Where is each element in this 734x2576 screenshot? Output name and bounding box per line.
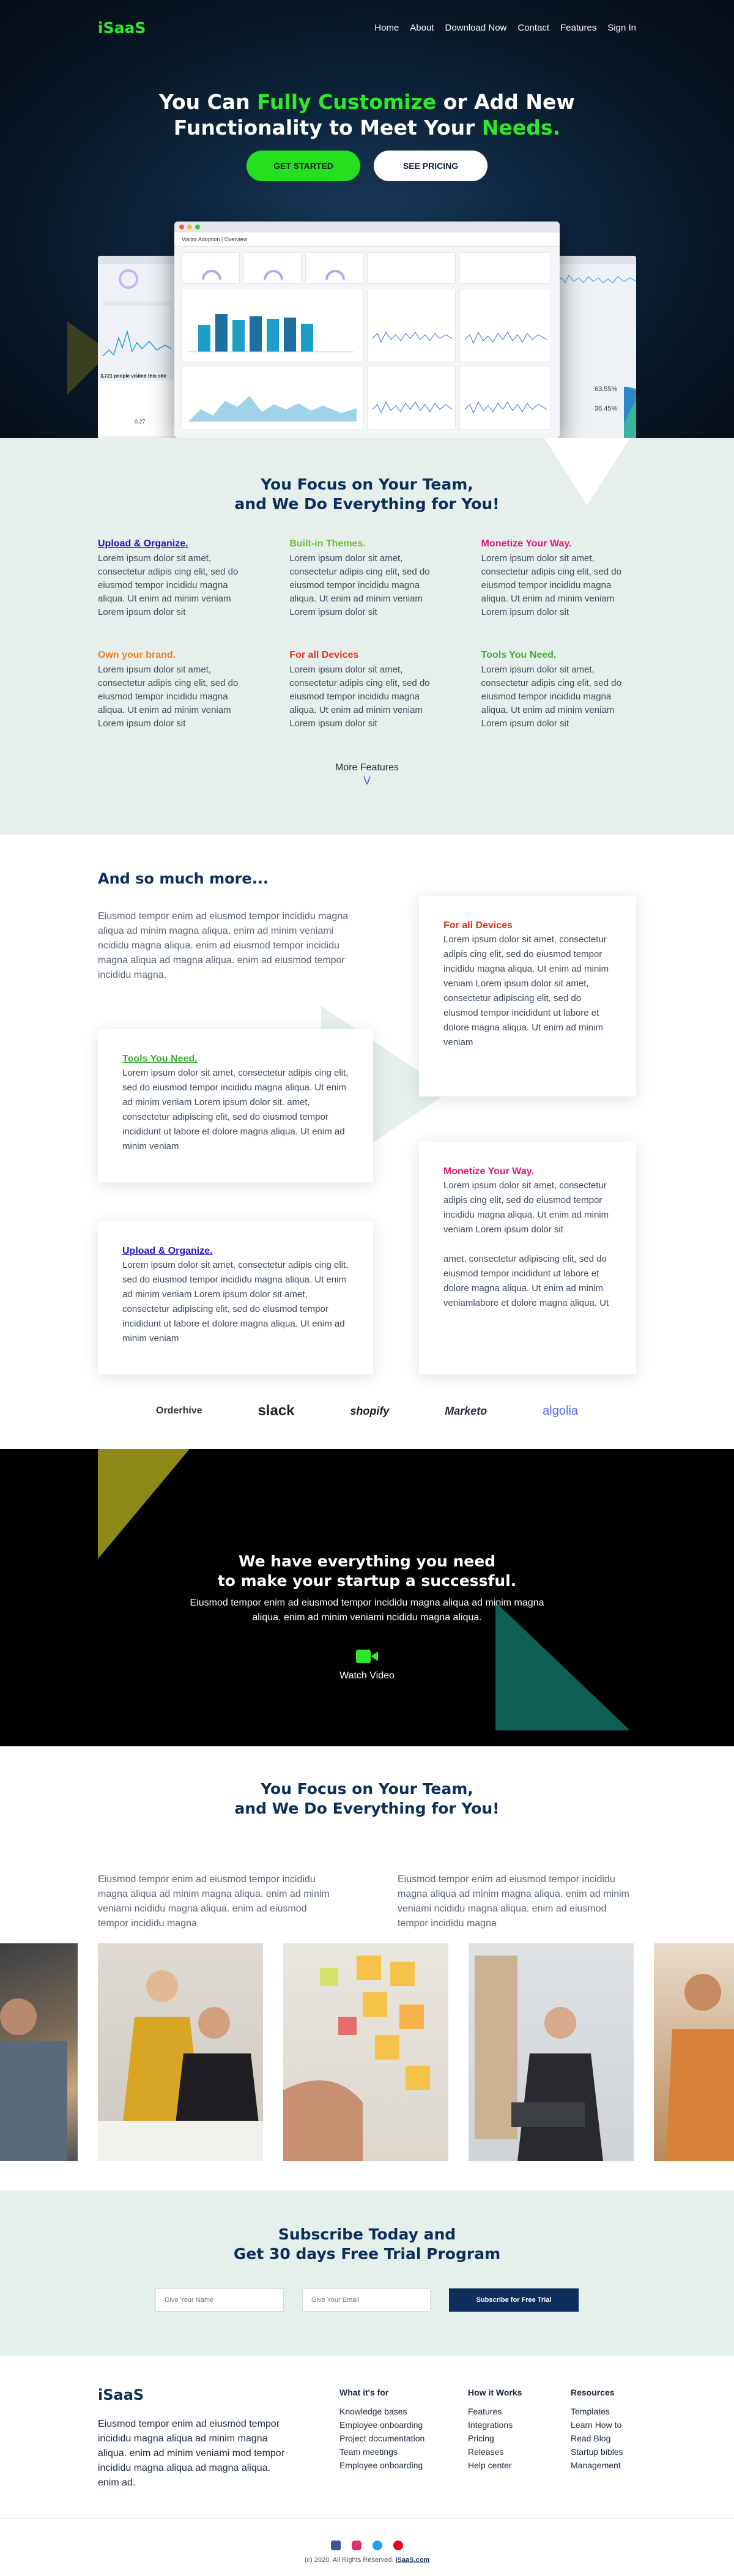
right-screenshot — [557, 256, 636, 438]
footer-link[interactable]: Startup bibles — [571, 2447, 623, 2457]
pie-percent-2: 36.45% — [595, 405, 618, 412]
subscribe-title — [0, 2191, 734, 2264]
top-nav — [98, 18, 636, 37]
footer-logo[interactable]: iSaaS — [98, 2386, 144, 2403]
card-text-2: amet, consectetur adipiscing elit, sed do eiusmod tempor incididunt ut labore et dolore magna aliqua. Ut enim ad minim veniamlabore et dolore magna aliqua. Ut — [443, 1254, 609, 1308]
footer-link[interactable]: Pricing — [468, 2433, 494, 2443]
copyright-text: (c) 2020. All Rights Reserved. — [304, 2556, 394, 2564]
dashboard-mockup — [174, 221, 560, 438]
footer-column-uses — [339, 2388, 424, 2472]
feature-title: Monetize Your Way. — [481, 538, 572, 549]
feature-title: Tools You Need. — [481, 650, 557, 660]
nav-home-link[interactable]: Home — [374, 22, 399, 33]
card-text: Lorem ipsum dolor sit amet, consectetur adipis cing elit, sed do eiusmod tempor incididu magna aliqua. Ut enim ad minim veniam Lorem ipsum dolor sit amet, consectetur adipiscing elit, sed do eiusmod tempor incididunt ut labore et dolore magna aliqua. Ut enim ad minim veniam — [443, 934, 609, 1048]
footer-description: Eiusmod tempor enim ad eiusmod tempor incididu magna aliqua ad minim magna aliqua. enim ad minim veniami mod tempor incididu magna aliqua ad magna aliqua. enim ad. — [98, 2419, 285, 2488]
line-chart-card — [459, 289, 551, 362]
footer-link[interactable]: Templates — [571, 2407, 610, 2416]
footer-link[interactable]: Read Blog — [571, 2433, 611, 2443]
footer-divider — [0, 2518, 734, 2519]
team-text-right: Eiusmod tempor enim ad eiusmod tempor incididu magna aliqua ad minim magna aliqua. enim ad minim veniami ncididu magna aliqua. enim ad eiusmod tempor incididu magna — [398, 1874, 629, 1929]
feature-monetize — [481, 538, 636, 619]
hero-headline-1c: or Add New — [436, 90, 575, 114]
left-screenshot-caption: 3,721 people visited this site — [100, 373, 167, 379]
feature-card-monetize — [419, 1142, 636, 1374]
nav-signin-link[interactable]: Sign In — [607, 22, 636, 33]
more-title: And so much more... — [98, 870, 269, 887]
card-title[interactable]: Tools You Need. — [122, 1054, 198, 1064]
hero-cta-row — [0, 151, 734, 181]
copyright — [0, 2556, 734, 2564]
hero-section — [0, 0, 734, 438]
team-title — [0, 1746, 734, 1818]
name-input[interactable] — [155, 2288, 284, 2312]
team-title-line2: and We Do Everything for You! — [234, 1800, 500, 1817]
feature-title: For all Devices — [289, 650, 359, 660]
footer-link[interactable]: Features — [468, 2407, 502, 2416]
card-text: Lorem ipsum dolor sit amet, consectetur adipis cing elit, sed do eiusmod tempor incididu magna aliqua. Ut enim ad minim veniam Lorem ipsum dolor sit — [443, 1180, 609, 1235]
browser-bar — [174, 221, 560, 233]
feature-text: Lorem ipsum dolor sit amet, consectetur adipis cing elit, sed do eiusmod tempor incididu magna aliqua. Ut enim ad minim veniam Lorem ipsum dolor sit — [289, 553, 430, 617]
social-links — [0, 2541, 734, 2550]
line-chart-card — [367, 289, 456, 362]
gauge-card — [182, 252, 240, 284]
hero-headline-2a: Functionality to Meet Your — [173, 116, 482, 140]
feature-card-tools — [98, 1029, 373, 1182]
feature-text: Lorem ipsum dolor sit amet, consectetur adipis cing elit, sed do eiusmod tempor incididu magna aliqua. Ut enim ad minim veniam Lorem ipsum dolor sit — [481, 553, 621, 617]
footer-link[interactable]: Team meetings — [339, 2447, 398, 2457]
see-pricing-button[interactable]: SEE PRICING — [374, 151, 487, 181]
pinterest-icon[interactable] — [393, 2541, 403, 2550]
footer-column-how — [468, 2388, 522, 2472]
footer-link[interactable]: Project documentation — [339, 2433, 425, 2443]
feature-title: Own your brand. — [98, 650, 176, 660]
footer-link[interactable]: Learn How to — [571, 2420, 622, 2430]
feature-text: Lorem ipsum dolor sit amet, consectetur adipis cing elit, sed do eiusmod tempor incididu magna aliqua. Ut enim ad minim veniam Lorem ipsum dolor sit — [481, 664, 621, 729]
features-section — [0, 438, 734, 835]
left-screenshot-graphic — [98, 264, 177, 436]
team-photo — [469, 1943, 634, 2161]
logo[interactable]: iSaaS — [98, 18, 146, 37]
select-card — [459, 252, 551, 284]
subscribe-section — [0, 2191, 734, 2356]
features-grid — [98, 538, 636, 731]
more-features-link[interactable] — [0, 762, 734, 785]
feature-devices — [289, 650, 444, 731]
team-photo — [654, 1943, 734, 2161]
brand-link[interactable]: iSaaS.com — [395, 2556, 430, 2564]
more-section — [0, 835, 734, 1449]
footer-column-title: Resources — [571, 2388, 615, 2397]
chevron-down-icon: ⋁ — [363, 775, 371, 784]
feature-tools — [481, 650, 636, 731]
hero-headline-2b: Needs. — [481, 116, 561, 140]
team-text-left: Eiusmod tempor enim ad eiusmod tempor incididu magna aliqua ad minim magna aliqua. enim ad minim veniami ncididu magna aliqua. enim ad eiusmod tempor incididu magna — [98, 1874, 330, 1929]
screenshot-titlebar — [98, 256, 177, 264]
subscribe-form — [0, 2288, 734, 2312]
card-title: For all Devices — [443, 920, 513, 931]
subscribe-button[interactable]: Subscribe for Free Trial — [449, 2288, 579, 2312]
video-title — [0, 1449, 734, 1591]
maximize-dot-icon — [195, 225, 200, 229]
feature-card-upload — [98, 1221, 373, 1374]
nav-download-link[interactable]: Download Now — [445, 22, 507, 33]
feature-card-devices — [419, 896, 636, 1096]
team-section — [0, 1746, 734, 2191]
hero-headline-1b: Fully Customize — [257, 90, 437, 114]
video-title-line2: to make your startup a successful. — [217, 1572, 517, 1590]
pie-percent-1: 63.55% — [595, 385, 618, 393]
features-title-line2: and We Do Everything for You! — [234, 495, 500, 513]
features-title-line1: You Focus on Your Team, — [261, 475, 473, 493]
decorative-triangle — [544, 438, 630, 505]
feature-title: Built-in Themes. — [289, 538, 366, 549]
email-input[interactable] — [302, 2288, 431, 2312]
bar-chart-card — [182, 289, 363, 362]
team-title-line1: You Focus on Your Team, — [261, 1780, 473, 1798]
nav-features-link[interactable]: Features — [560, 22, 597, 33]
gauge-card — [305, 252, 363, 284]
video-title-line1: We have everything you need — [238, 1552, 496, 1570]
feature-text: Lorem ipsum dolor sit amet, consectetur adipis cing elit, sed do eiusmod tempor incididu magna aliqua. Ut enim ad minim veniam Lorem ipsum dolor sit — [289, 664, 430, 729]
footer-link[interactable]: Management — [571, 2460, 621, 2470]
twitter-icon[interactable] — [373, 2541, 382, 2550]
get-started-button[interactable]: GET STARTED — [247, 151, 360, 181]
dashboard-title: Visitor Adoption | Overview — [174, 233, 560, 247]
area-chart-card — [182, 366, 363, 430]
team-photo — [0, 1943, 78, 2161]
more-intro: Eiusmod tempor enim ad eiusmod tempor incididu magna aliqua ad minim magna aliqua. enim ad minim veniami ncididu magna aliqua. enim ad eiusmod tempor incididu magna aliqua ad magna aliqua. enim ad eiusmod tempor incididu magna. — [98, 911, 349, 980]
video-section — [0, 1449, 734, 1746]
footer-column-title: How it Works — [468, 2388, 522, 2397]
footer-link[interactable]: Integrations — [468, 2420, 513, 2430]
left-screenshot — [98, 256, 177, 438]
video-text — [0, 1596, 734, 1625]
video-camera-icon[interactable] — [356, 1650, 378, 1663]
watch-video-link[interactable]: Watch Video — [339, 1670, 395, 1681]
line-chart-card — [459, 366, 551, 430]
feature-themes — [289, 538, 444, 619]
footer-column-resources — [571, 2388, 623, 2472]
gauge-card — [243, 252, 302, 284]
team-photo — [283, 1943, 448, 2161]
subscribe-title-line1: Subscribe Today and — [278, 2225, 456, 2243]
feature-title[interactable]: Upload & Organize. — [98, 538, 188, 549]
close-dot-icon — [179, 225, 184, 229]
slack-logo: slack — [258, 1402, 295, 1419]
facebook-icon[interactable] — [331, 2541, 341, 2550]
hero-headline-1a: You Can — [159, 90, 258, 114]
algolia-logo: algolia — [543, 1404, 578, 1418]
video-text-line1: Eiusmod tempor enim ad eiusmod tempor incididu magna aliqua ad minim magna — [190, 1598, 544, 1608]
footer-link[interactable]: Employee onboarding — [339, 2460, 423, 2470]
footer-link[interactable]: Releases — [468, 2447, 504, 2457]
card-text: Lorem ipsum dolor sit amet, consectetur adipis cing elit, sed do eiusmod tempor incididu magna aliqua. Ut enim ad minim veniam Lorem ipsum dolor sit. amet, consectetur adipiscing elit, sed do eiusmod tempor incididunt ut labore et dolore magna aliqua. Ut enim ad minim veniam — [122, 1068, 349, 1152]
footer-link[interactable]: Employee onboarding — [339, 2420, 423, 2430]
marketo-logo: Marketo — [445, 1404, 487, 1417]
screenshot-titlebar — [557, 256, 636, 264]
card-title: Monetize Your Way. — [443, 1166, 534, 1177]
nav-links — [374, 23, 636, 33]
shopify-logo: shopify — [350, 1404, 390, 1417]
hero-headline — [0, 89, 734, 141]
card-text: Lorem ipsum dolor sit amet, consectetur adipis cing elit, sed do eiusmod tempor incididu magna aliqua. Ut enim ad minim veniam Lorem ipsum dolor sit amet, consectetur adipiscing elit, sed do eiusmod tempor incididunt ut labore et dolore magna aliqua. Ut enim ad minim veniam — [122, 1260, 349, 1344]
card-title[interactable]: Upload & Organize. — [122, 1246, 213, 1256]
video-text-line2: aliqua. enim ad minim veniami ncididu magna aliqua. — [252, 1612, 482, 1623]
minimize-dot-icon — [187, 225, 192, 229]
team-photo — [98, 1943, 263, 2161]
partner-logos — [156, 1402, 578, 1420]
svg-text:0.27: 0.27 — [135, 419, 146, 425]
footer — [0, 2356, 734, 2576]
feature-brand — [98, 650, 253, 731]
feature-text: Lorem ipsum dolor sit amet, consectetur adipis cing elit, sed do eiusmod tempor incididu magna aliqua. Ut enim ad minim veniam Lorem ipsum dolor sit — [98, 664, 239, 729]
select-card — [367, 252, 456, 284]
orderhive-logo: Orderhive — [156, 1405, 202, 1416]
footer-link[interactable]: Help center — [468, 2460, 512, 2470]
footer-column-title: What it's for — [339, 2388, 389, 2397]
more-features-label: More Features — [335, 762, 399, 773]
photo-strip — [0, 1943, 734, 2161]
instagram-icon[interactable] — [352, 2541, 361, 2550]
line-chart-card — [367, 366, 456, 430]
team-text-columns — [98, 1872, 636, 1931]
nav-contact-link[interactable]: Contact — [517, 22, 550, 33]
footer-link[interactable]: Knowledge bases — [339, 2407, 407, 2416]
feature-text: Lorem ipsum dolor sit amet, consectetur adipis cing elit, sed do eiusmod tempor incididu magna aliqua. Ut enim ad minim veniam Lorem ipsum dolor sit — [98, 553, 239, 617]
subscribe-title-line2: Get 30 days Free Trial Program — [233, 2245, 501, 2263]
nav-about-link[interactable]: About — [410, 22, 434, 33]
feature-upload — [98, 538, 253, 619]
